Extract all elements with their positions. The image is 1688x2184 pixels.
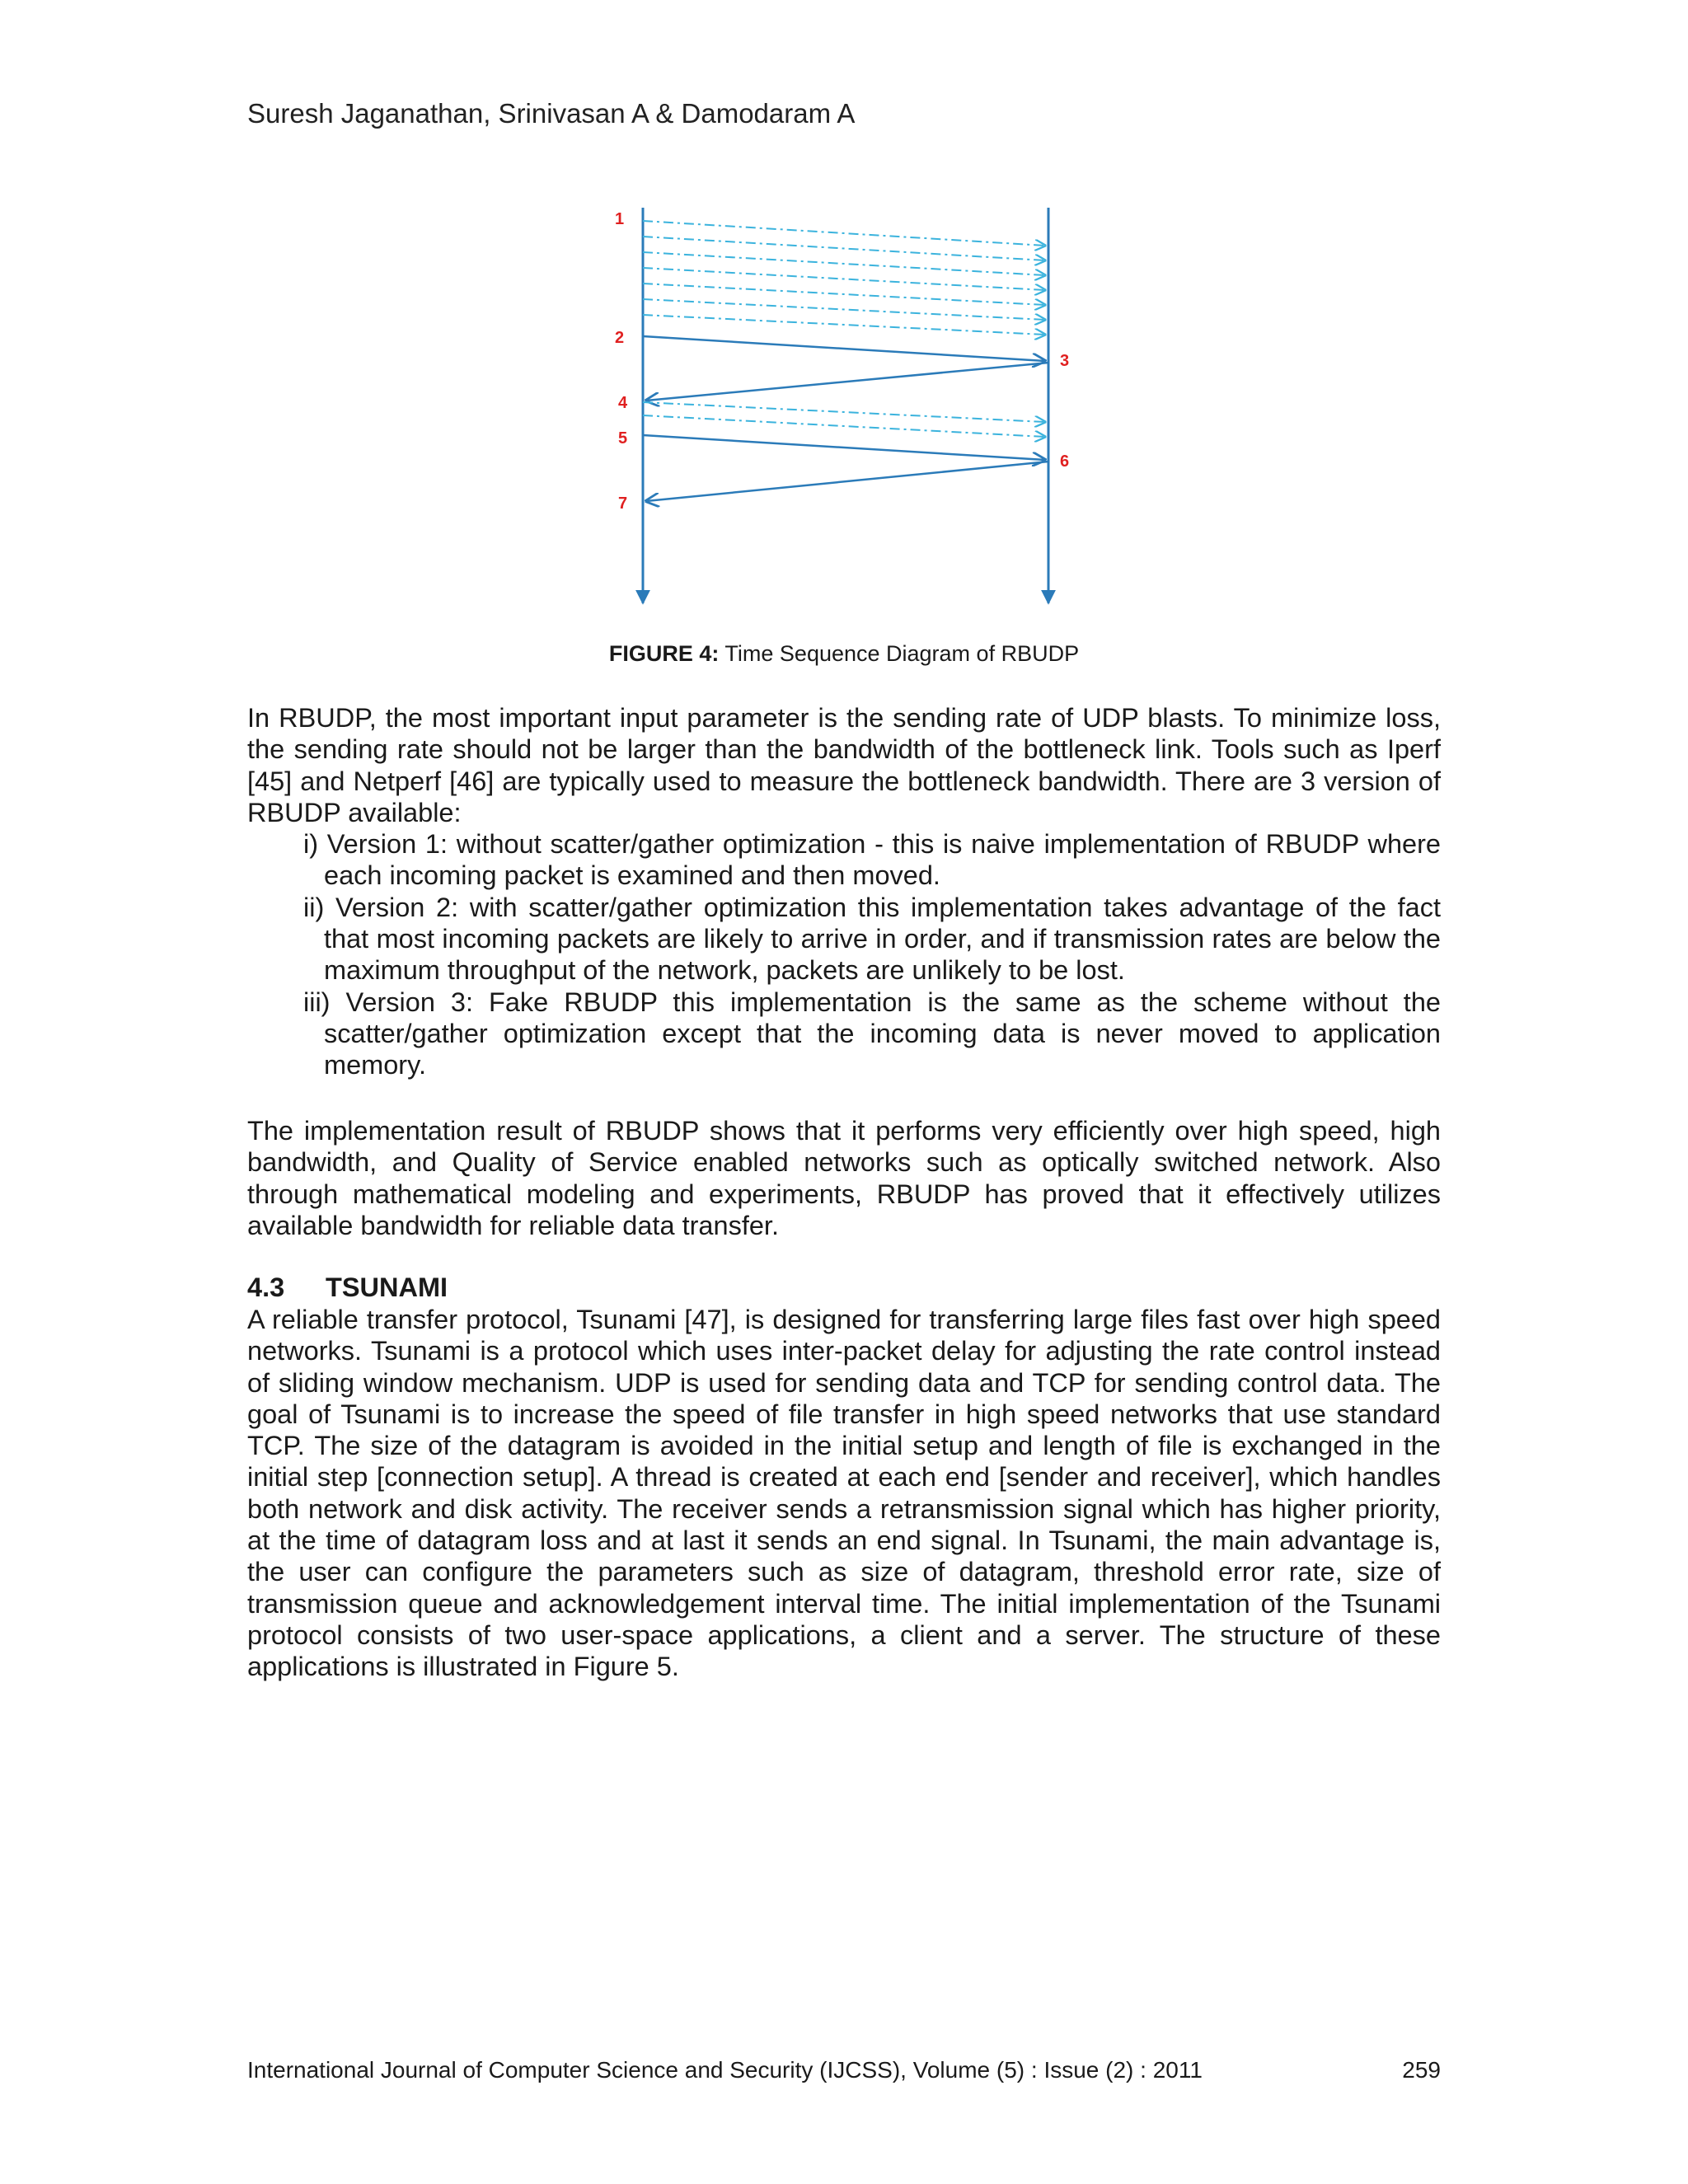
journal-citation: International Journal of Computer Science and Security (IJCSS), Volume (5) : Issue (2) : 2011 [247,2057,1203,2083]
version-item-3: iii) Version 3: Fake RBUDP this implementation is the same as the scheme without the scatter/gather optimization except that the incoming data is never moved to application memory. [303,987,1441,1080]
figure-caption [0,640,1688,668]
version-item-2: ii) Version 2: with scatter/gather optimization this implementation takes advantage of the fact that most incoming packets are likely to arrive in order, and if transmission rates are below the maximum throughput of the network, packets are unlikely to be lost. [303,892,1441,986]
udp-blast-2 [643,402,1045,437]
intro-block [247,702,1441,1081]
loss-bitmap-2 [646,462,1048,501]
end-signal-2 [643,435,1045,460]
tsunami-block [247,1304,1441,1683]
rbudp-sequence-diagram [577,198,1104,610]
version-list [247,828,1441,1080]
step-label-2: 2 [615,329,625,347]
section-number: 4.3 [247,1272,285,1302]
step-label-7: 7 [618,494,628,513]
tsunami-paragraph: A reliable transfer protocol, Tsunami [47], is designed for transferring large files fast over high speed networks. Tsunami is a protocol which uses inter-packet delay for adjusting the rate control instead of sliding window mechanism. UDP is used for sending data and TCP for sending control data. The goal of Tsunami is to increase the speed of file transfer in high speed networks that use standard TCP. The size of the datagram is avoided in the initial setup and length of file is exchanged in the initial step [connection setup]. A thread is created at each end [sender and receiver], which handles both network and disk activity. The receiver sends a retransmission signal which has higher priority, at the time of datagram loss and at last it sends an end signal. In Tsunami, the main advantage is, the user can configure the parameters such as size of datagram, threshold error rate, size of transmission queue and acknowledgement interval time. The initial implementation of the Tsunami protocol consists of two user-space applications, a client and a server. The structure of these applications is illustrated in Figure 5. [247,1305,1441,1682]
caption-label: FIGURE 4: [608,641,720,666]
page-footer [247,2056,1441,2084]
loss-bitmap-1 [646,363,1048,401]
section-title: TSUNAMI [326,1272,448,1302]
step-label-5: 5 [618,429,628,448]
page-number: 259 [1402,2057,1441,2083]
version-item-1: i) Version 1: without scatter/gather optimization - this is naive implementation of RBUDP where each incoming packet is examined and then moved. [303,829,1441,891]
intro-paragraph: In RBUDP, the most important input parameter is the sending rate of UDP blasts. To minimize loss, the sending rate should not be larger than the bandwidth of the bottleneck link. Tools such as Iperf [45] and Netperf [46] are typically used to measure the bottleneck bandwidth. There are 3 version of RBUDP available: [247,703,1441,827]
step-label-3: 3 [1060,352,1070,370]
end-signal-1 [643,336,1045,361]
step-label-6: 6 [1060,452,1070,471]
result-block [247,1115,1441,1241]
step-label-4: 4 [618,394,628,412]
running-header: Suresh Jaganathan, Srinivasan A & Damodaram A [247,98,856,129]
caption-text: Time Sequence Diagram of RBUDP [719,641,1080,666]
section-heading [247,1272,448,1303]
step-label-1: 1 [615,210,625,228]
udp-blast-1 [643,221,1045,335]
result-paragraph: The implementation result of RBUDP shows that it performs very efficiently over high speed, high bandwidth, and Quality of Service enabled networks such as optically switched network. Also through mathematical modeling and experiments, RBUDP has proved that it effectively utilizes available bandwidth for reliable data transfer. [247,1116,1441,1240]
